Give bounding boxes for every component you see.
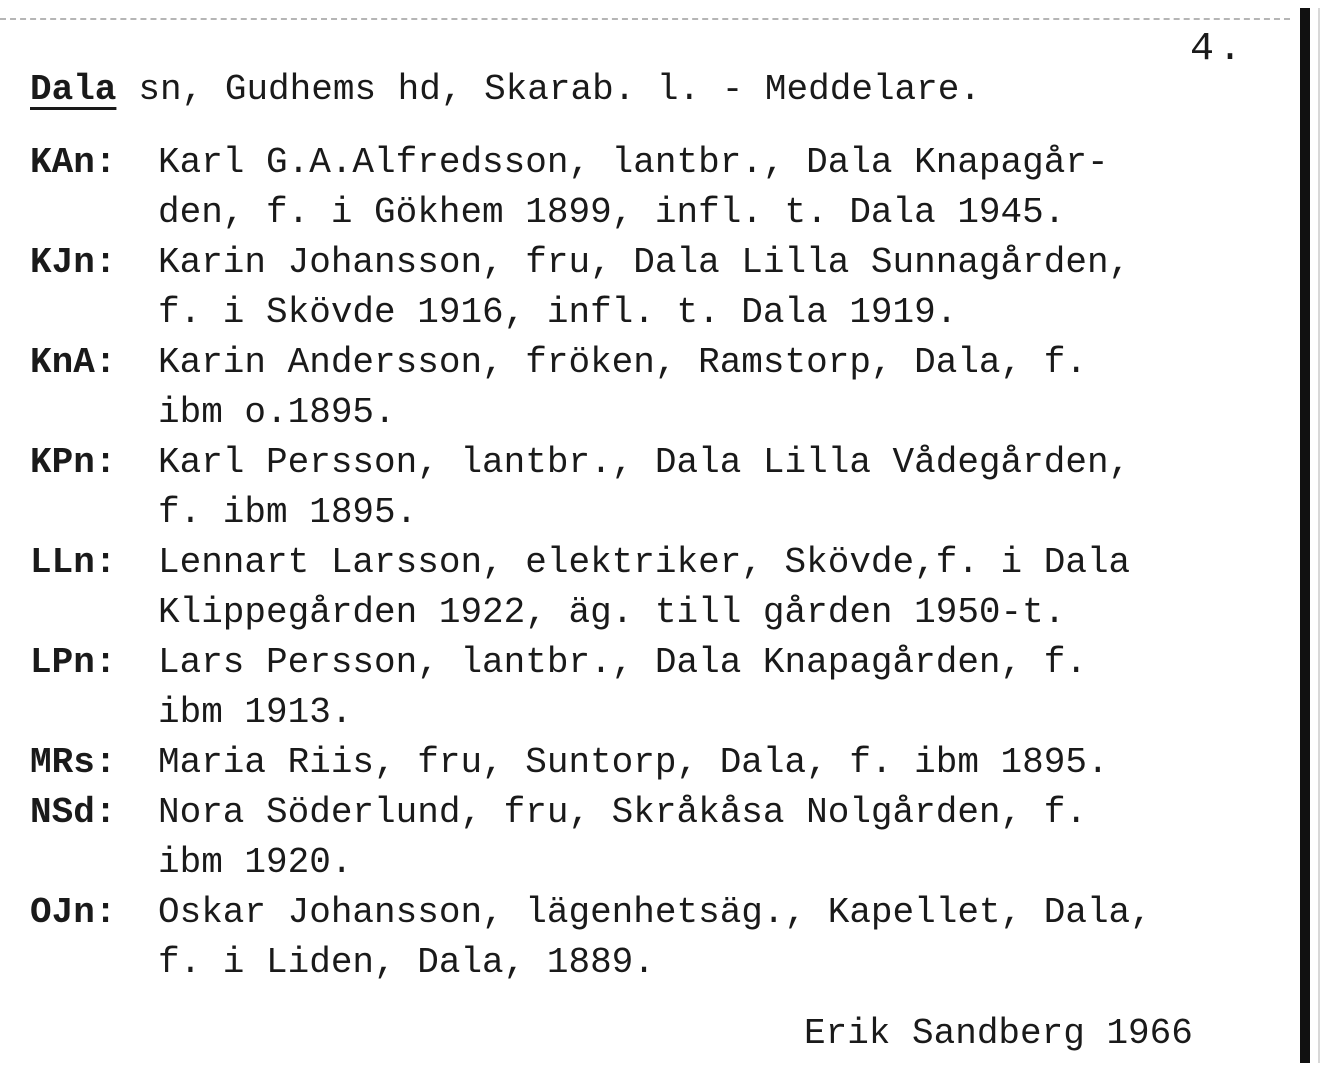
informant-line: Maria Riis, fru, Suntorp, Dala, f. ibm 1895. xyxy=(158,742,1109,783)
informant-code: KnA: xyxy=(30,342,117,383)
informant-entry xyxy=(30,788,1300,888)
card-right-edge xyxy=(1300,8,1310,1063)
informant-list xyxy=(30,138,1300,988)
informant-entry xyxy=(30,338,1300,438)
informant-line: ibm 1913. xyxy=(158,692,353,733)
informant-entry xyxy=(30,538,1300,638)
informant-line: Karl G.A.Alfredsson, lantbr., Dala Knapagår- xyxy=(158,142,1109,183)
informant-details xyxy=(158,338,1300,438)
informant-line: f. ibm 1895. xyxy=(158,492,418,533)
informant-code: OJn: xyxy=(30,892,117,933)
informant-code: KJn: xyxy=(30,242,117,283)
card-right-edge-shadow xyxy=(1318,8,1320,1063)
informant-entry xyxy=(30,438,1300,538)
informant-details xyxy=(158,438,1300,538)
header-description: sn, Gudhems hd, Skarab. l. - Meddelare. xyxy=(138,69,981,110)
informant-details xyxy=(158,638,1300,738)
card-top-edge xyxy=(0,18,1290,20)
informant-line: Lars Persson, lantbr., Dala Knapagården, f. xyxy=(158,642,1087,683)
informant-entry xyxy=(30,138,1300,238)
informant-details xyxy=(158,738,1300,788)
informant-line: ibm o.1895. xyxy=(158,392,396,433)
informant-line: Klippegården 1922, äg. till gården 1950-t. xyxy=(158,592,1066,633)
informant-line: den, f. i Gökhem 1899, infl. t. Dala 1945. xyxy=(158,192,1066,233)
informant-details xyxy=(158,788,1300,888)
informant-line: f. i Skövde 1916, infl. t. Dala 1919. xyxy=(158,292,958,333)
informant-details xyxy=(158,888,1300,988)
card-header xyxy=(30,66,981,114)
informant-details xyxy=(158,538,1300,638)
informant-line: Oskar Johansson, lägenhetsäg., Kapellet, Dala, xyxy=(158,892,1152,933)
informant-line: Karin Johansson, fru, Dala Lilla Sunnagården, xyxy=(158,242,1131,283)
informant-line: Karin Andersson, fröken, Ramstorp, Dala, f. xyxy=(158,342,1087,383)
informant-details xyxy=(158,138,1300,238)
informant-code: LLn: xyxy=(30,542,117,583)
informant-code: LPn: xyxy=(30,642,117,683)
informant-entry xyxy=(30,888,1300,988)
informant-code: NSd: xyxy=(30,792,117,833)
informant-line: Nora Söderlund, fru, Skråkåsa Nolgården, f. xyxy=(158,792,1087,833)
informant-line: Karl Persson, lantbr., Dala Lilla Vådegården, xyxy=(158,442,1131,483)
informant-line: Lennart Larsson, elektriker, Skövde,f. i Dala xyxy=(158,542,1131,583)
informant-code: KAn: xyxy=(30,142,117,183)
informant-line: ibm 1920. xyxy=(158,842,353,883)
informant-entry xyxy=(30,738,1300,788)
signature: Erik Sandberg 1966 xyxy=(804,1013,1193,1054)
informant-entry xyxy=(30,638,1300,738)
informant-code: MRs: xyxy=(30,742,117,783)
page-number: 4. xyxy=(1190,27,1247,72)
informant-details xyxy=(158,238,1300,338)
informant-entry xyxy=(30,238,1300,338)
informant-code: KPn: xyxy=(30,442,117,483)
informant-line: f. i Liden, Dala, 1889. xyxy=(158,942,655,983)
header-place: Dala xyxy=(30,69,117,110)
